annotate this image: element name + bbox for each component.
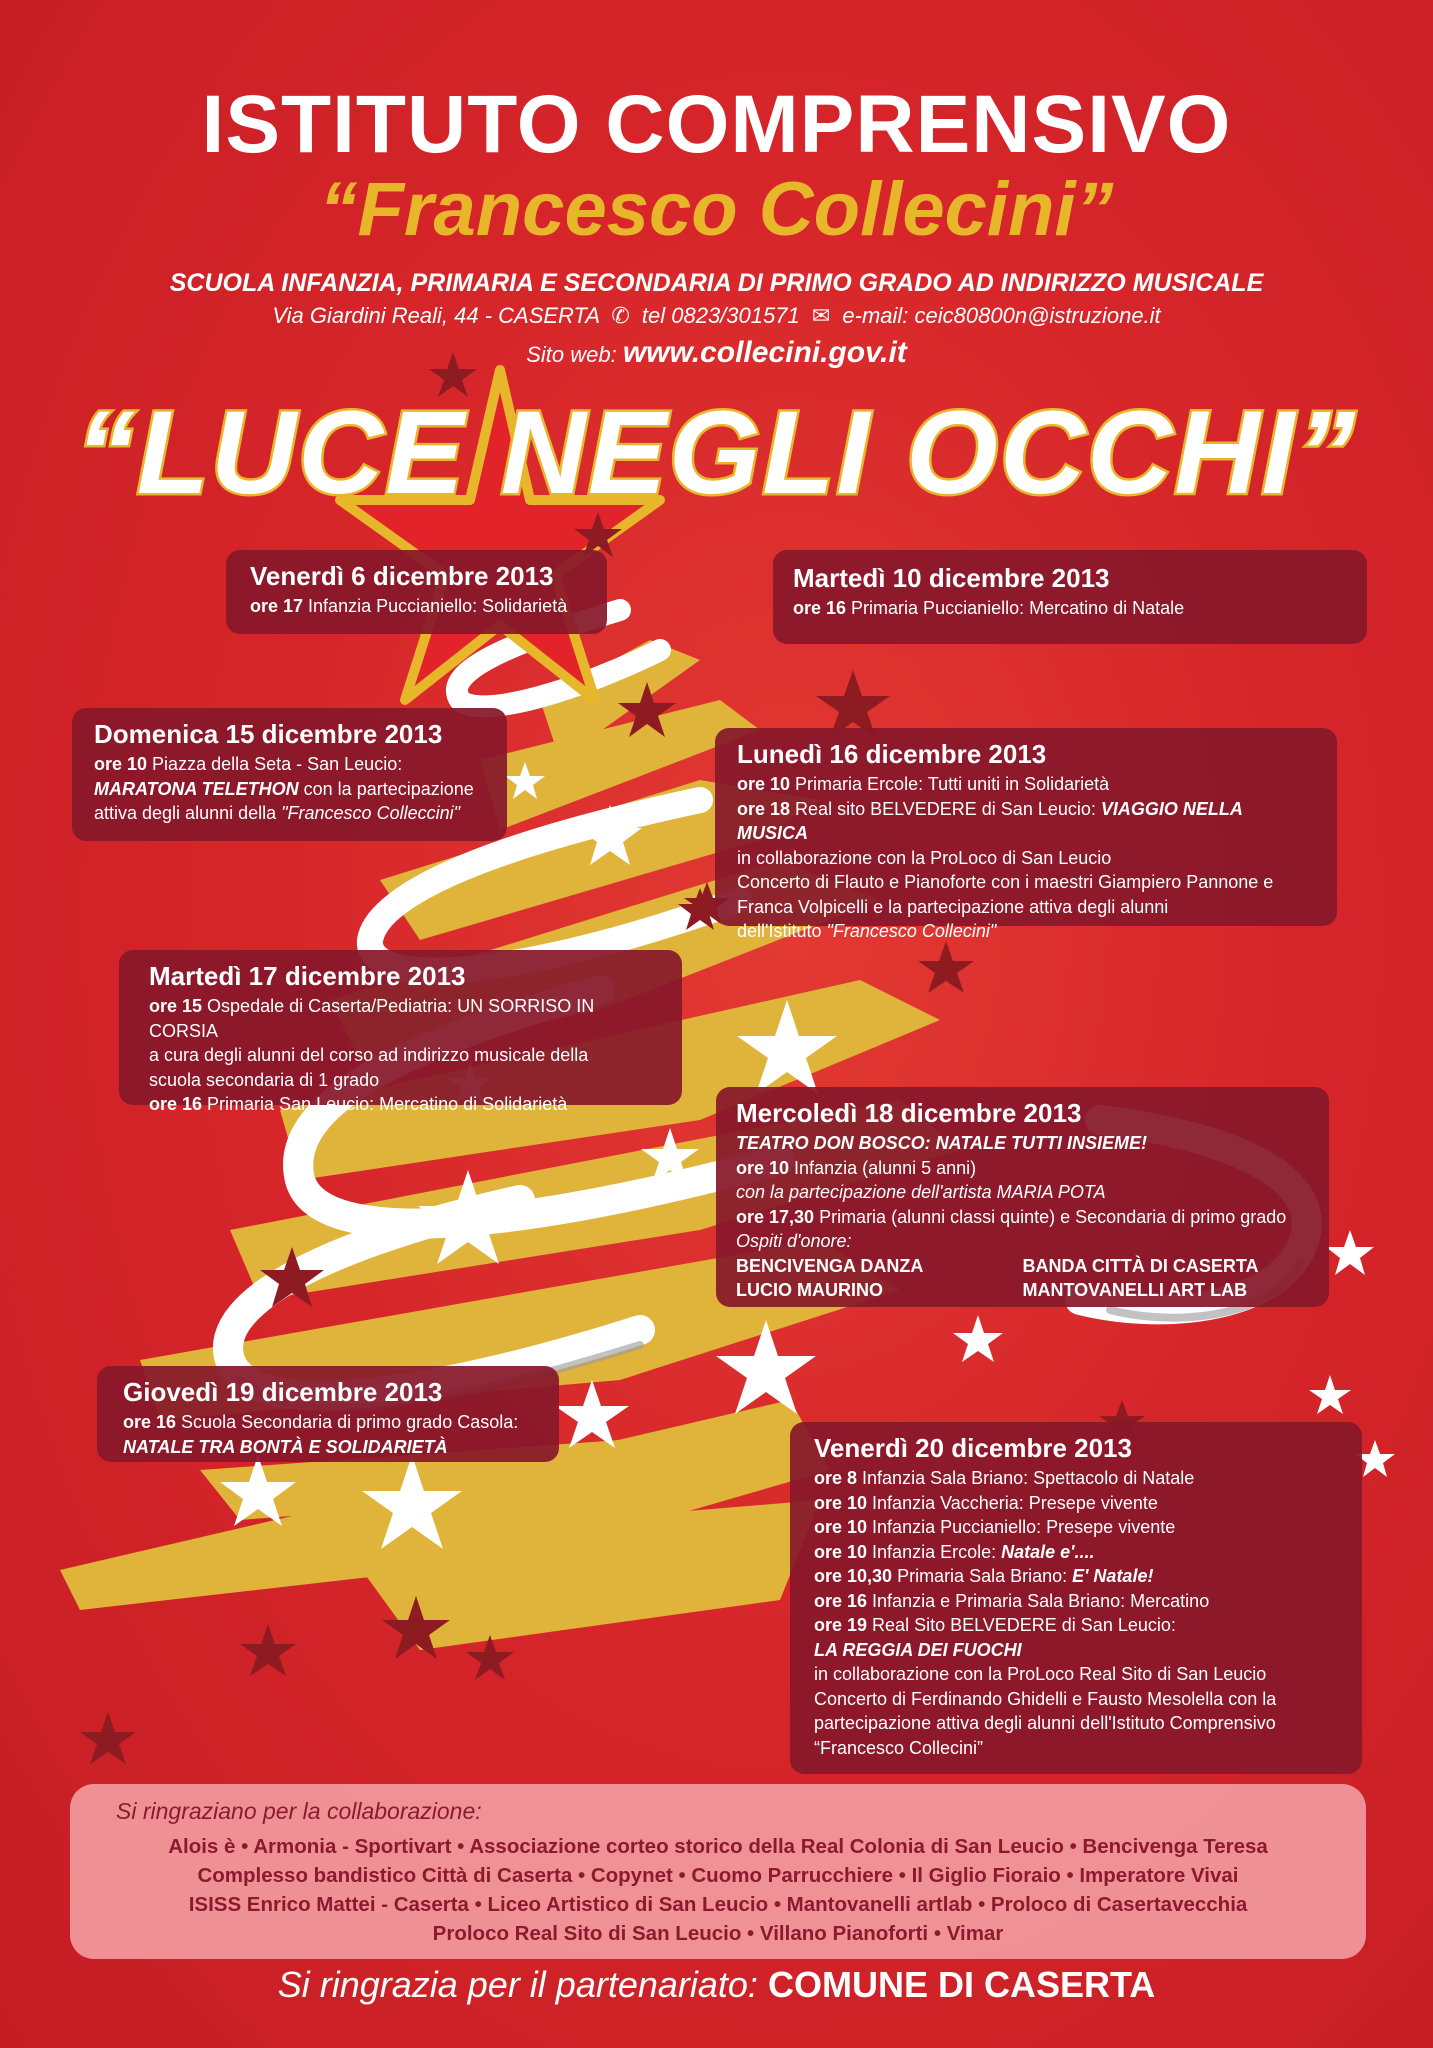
- event-box-dec15: [72, 708, 507, 841]
- event-text: Primaria (alunni classi quinte) e Secondaria di primo grado: [814, 1206, 1287, 1227]
- event-text: Primaria Ercole: Tutti uniti in Solidarietà: [790, 774, 1110, 794]
- event-time: ore 10: [737, 774, 791, 794]
- sponsor-line: Proloco Real Sito di San Leucio • Villano Pianoforti • Vimar: [432, 1922, 1004, 1945]
- event-text: Infanzia e Primaria Sala Briano: Mercatino: [867, 1590, 1210, 1611]
- guest-name: BANDA CITTÀ DI CASERTA: [1022, 1255, 1259, 1276]
- event-box-dec10: [773, 550, 1367, 644]
- contact-line: [0, 302, 1433, 330]
- website-line: [0, 336, 1433, 372]
- sponsor-list: [116, 1832, 1320, 1948]
- event-text: "Francesco Collecini": [826, 921, 997, 941]
- event-date: Venerdì 20 dicembre 2013: [814, 1433, 1132, 1463]
- event-highlight: TEATRO DON BOSCO: NATALE TUTTI INSIEME!: [736, 1133, 1147, 1153]
- event-time: ore 16: [149, 1094, 203, 1114]
- event-date: Lunedì 16 dicembre 2013: [737, 739, 1047, 769]
- event-time: ore 16: [793, 598, 847, 618]
- event-text: Infanzia Puccianiello: Presepe vivente: [867, 1517, 1176, 1537]
- event-time: ore 19: [814, 1615, 868, 1635]
- event-date: Mercoledì 18 dicembre 2013: [736, 1098, 1082, 1128]
- event-time: ore 15: [149, 996, 203, 1016]
- event-box-dec17: [119, 950, 682, 1114]
- event-text: Real sito BELVEDERE di San Leucio:: [790, 798, 1101, 819]
- event-box-dec19: [97, 1366, 559, 1462]
- event-time: ore 10: [94, 754, 148, 774]
- event-text: Infanzia Ercole:: [867, 1541, 1002, 1562]
- event-date: Martedì 17 dicembre 2013: [149, 961, 466, 991]
- sponsor-line: Complesso bandistico Città di Caserta • Copynet • Cuomo Parrucchiere • Il Giglio Fioraio • Imperatore Vivai: [197, 1864, 1239, 1887]
- address-text: Via Giardini Reali, 44 - CASERTA: [272, 303, 600, 328]
- event-highlight: E' Natale!: [1072, 1566, 1154, 1586]
- event-text: Primaria Puccianiello: Mercatino di Natale: [846, 598, 1185, 618]
- event-text: in collaborazione con la ProLoco di San Leucio: [737, 847, 1112, 868]
- event-box-dec18: [716, 1087, 1329, 1307]
- guest-name: LUCIO MAURINO: [736, 1280, 883, 1300]
- event-highlight: Natale e'....: [1001, 1541, 1095, 1562]
- website-label: Sito web:: [526, 342, 617, 367]
- event-date: Martedì 10 dicembre 2013: [793, 563, 1110, 593]
- event-time: ore 16: [123, 1412, 177, 1432]
- email-link[interactable]: e-mail: ceic80800n@istruzione.it: [842, 303, 1161, 328]
- sponsor-line: ISISS Enrico Mattei - Caserta • Liceo Artistico di San Leucio • Mantovanelli artlab • Proloco di Casertavecchia: [188, 1893, 1248, 1916]
- event-text: Primaria San Leucio: Mercatino di Solidarietà: [202, 1094, 568, 1114]
- event-date: Domenica 15 dicembre 2013: [94, 719, 443, 749]
- event-text: Primaria Sala Briano:: [892, 1566, 1073, 1586]
- school-name: “Francesco Collecini”: [319, 167, 1114, 252]
- event-text: Franca Volpicelli e la partecipazione attiva degli alunni: [737, 896, 1169, 917]
- event-text: Real Sito BELVEDERE di San Leucio:: [867, 1615, 1176, 1635]
- event-box-dec6: [226, 550, 607, 634]
- event-text: Infanzia Vaccheria: Presepe vivente: [867, 1492, 1158, 1513]
- footer-lead: Si ringrazia per il partenariato:: [277, 1964, 768, 2005]
- event-box-dec16: [715, 728, 1337, 941]
- guests-grid: [736, 1278, 1309, 1303]
- event-highlight: LA REGGIA DEI FUOCHI: [814, 1639, 1022, 1660]
- thanks-panel: [70, 1784, 1366, 1959]
- event-text: Concerto di Ferdinando Ghidelli e Fausto Mesolella con la: [814, 1688, 1277, 1709]
- event-time: ore 8: [814, 1468, 858, 1488]
- event-time: ore 18: [737, 798, 791, 819]
- event-time: ore 10: [736, 1157, 790, 1178]
- event-text: con la partecipazione dell'artista MARIA POTA: [736, 1182, 1106, 1202]
- event-text: scuola secondaria di 1 grado: [149, 1069, 380, 1090]
- event-text: Scuola Secondaria di primo grado Casola:: [176, 1412, 519, 1432]
- event-time: ore 16: [814, 1590, 868, 1611]
- event-text: "Francesco Colleccini": [281, 803, 460, 823]
- event-time: ore 10: [814, 1492, 868, 1513]
- phone-text: tel 0823/301571: [641, 303, 800, 328]
- event-time: ore 17,30: [736, 1206, 815, 1227]
- event-text: Infanzia (alunni 5 anni): [789, 1157, 977, 1178]
- event-text: Infanzia Sala Briano: Spettacolo di Natale: [857, 1468, 1195, 1488]
- event-text: Piazza della Seta - San Leucio:: [147, 754, 403, 774]
- event-time: ore 10,30: [814, 1566, 893, 1586]
- event-date: Giovedì 19 dicembre 2013: [123, 1377, 443, 1407]
- institute-title: ISTITUTO COMPRENSIVO: [201, 79, 1232, 170]
- partnership-footer: [0, 1960, 1433, 2010]
- event-text: Concerto di Flauto e Pianoforte con i maestri Giampiero Pannone e: [737, 872, 1274, 892]
- event-highlight: MARATONA TELETHON: [94, 778, 299, 799]
- guest-name: BENCIVENGA DANZA: [736, 1255, 924, 1276]
- event-text: dell'Istituto: [737, 921, 827, 941]
- event-time: ore 10: [814, 1517, 868, 1537]
- event-text: Infanzia Puccianiello: Solidarietà: [303, 596, 568, 616]
- event-text: partecipazione attiva degli alunni dell'Istituto Comprensivo: [814, 1713, 1276, 1733]
- school-subtitle: SCUOLA INFANZIA, PRIMARIA E SECONDARIA DI PRIMO GRADO AD INDIRIZZO MUSICALE: [169, 269, 1264, 297]
- event-time: ore 17: [250, 596, 304, 616]
- sponsor-line: Alois è • Armonia - Sportivart • Associazione corteo storico della Real Colonia di San Leucio • Bencivenga Teresa: [168, 1835, 1268, 1858]
- event-date: Venerdì 6 dicembre 2013: [250, 561, 554, 591]
- envelope-icon: ✉: [811, 303, 831, 328]
- event-text: Ospiti d'onore:: [736, 1231, 852, 1251]
- website-link[interactable]: www.collecini.gov.it: [622, 336, 907, 369]
- event-text: Ospedale di Caserta/Pediatria: UN SORRISO IN CORSIA: [149, 996, 595, 1041]
- event-time: ore 10: [814, 1541, 868, 1562]
- event-highlight: NATALE TRA BONTÀ E SOLIDARIETÀ: [123, 1436, 448, 1457]
- event-text: con la partecipazione: [298, 778, 474, 799]
- event-title: “LUCE NEGLI OCCHI”: [75, 387, 1358, 519]
- event-box-dec20: [790, 1422, 1362, 1774]
- event-text: “Francesco Collecini”: [814, 1737, 984, 1758]
- thanks-lead: Si ringraziano per la collaborazione:: [116, 1798, 482, 1824]
- event-text: a cura degli alunni del corso ad indirizzo musicale della: [149, 1045, 589, 1065]
- guests-grid: [736, 1254, 1309, 1279]
- event-text: attiva degli alunni della: [94, 803, 282, 823]
- phone-icon: ✆: [611, 303, 630, 328]
- partner-name: COMUNE DI CASERTA: [767, 1964, 1156, 2005]
- event-text: in collaborazione con la ProLoco Real Sito di San Leucio: [814, 1664, 1267, 1684]
- event-highlight: VIAGGIO NELLA MUSICA: [737, 798, 1243, 843]
- guest-name: MANTOVANELLI ART LAB: [1022, 1280, 1248, 1300]
